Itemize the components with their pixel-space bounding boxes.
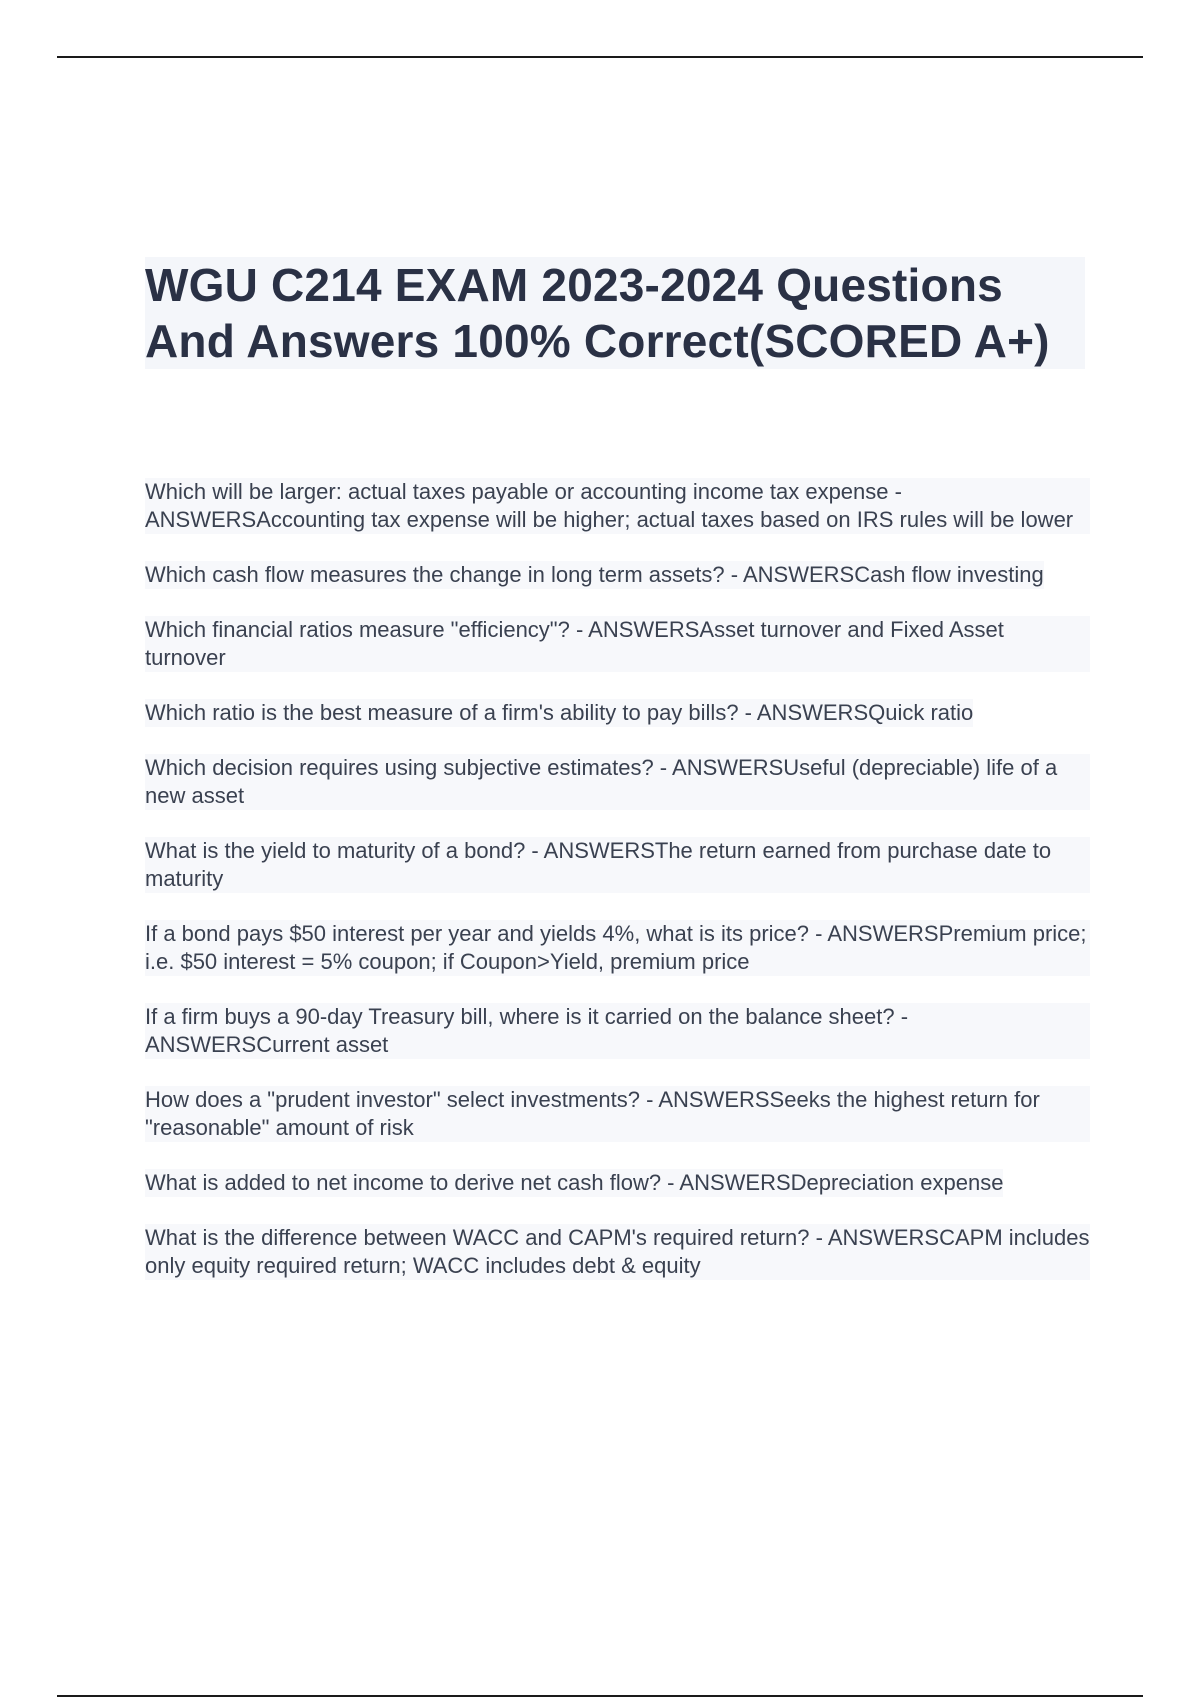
qa-item: How does a "prudent investor" select investments? - ANSWERSSeeks the highest return for "reasonable" amount of risk [145,1086,1090,1142]
bottom-rule [57,1695,1143,1697]
qa-item: Which cash flow measures the change in long term assets? - ANSWERSCash flow investing [145,562,1044,587]
document-title: WGU C214 EXAM 2023-2024 Questions And Answers 100% Correct(SCORED A+) [145,259,1050,367]
qa-item: What is the yield to maturity of a bond? - ANSWERSThe return earned from purchase date to maturity [145,837,1090,893]
qa-item: Which will be larger: actual taxes payable or accounting income tax expense - ANSWERSAccounting tax expense will be higher; actual taxes based on IRS rules will be lower [145,478,1090,534]
qa-item: If a firm buys a 90-day Treasury bill, where is it carried on the balance sheet? - ANSWERSCurrent asset [145,1003,1090,1059]
qa-item: What is the difference between WACC and CAPM's required return? - ANSWERSCAPM includes only equity required return; WACC includes debt & equity [145,1225,1090,1278]
qa-item: If a bond pays $50 interest per year and yields 4%, what is its price? - ANSWERSPremium price; i.e. $50 interest = 5% coupon; if Coupon>Yield, premium price [145,920,1090,976]
qa-item: Which decision requires using subjective estimates? - ANSWERSUseful (depreciable) life of a new asset [145,754,1090,810]
title-block [145,257,1085,369]
qa-list [145,478,1090,1307]
qa-item: Which ratio is the best measure of a firm's ability to pay bills? - ANSWERSQuick ratio [145,700,974,725]
qa-item: What is added to net income to derive net cash flow? - ANSWERSDepreciation expense [145,1170,1004,1195]
qa-item: Which financial ratios measure "efficiency"? - ANSWERSAsset turnover and Fixed Asset turnover [145,616,1090,672]
top-rule [57,56,1143,58]
